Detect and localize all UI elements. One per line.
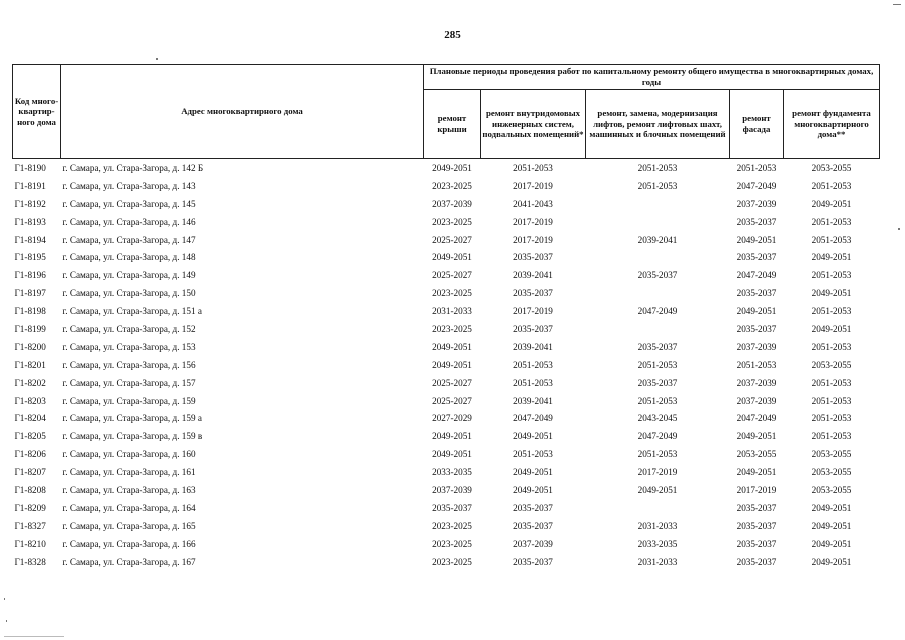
cell-facade: 2051-2053: [736, 359, 777, 370]
cell-foundation: 2051-2053: [811, 234, 852, 245]
cell-lifts: [586, 195, 730, 213]
cell-lifts: [586, 248, 730, 266]
cell-engineering: 2035-2037: [513, 252, 553, 263]
table-row: [13, 427, 880, 445]
cell-address: г. Самара, ул. Стара-Загора, д. 165: [62, 520, 196, 531]
cell-foundation: 2053-2055: [811, 467, 852, 478]
cell-lifts: [586, 320, 730, 338]
cell-roof: 2025-2027: [432, 377, 472, 388]
table-row: [13, 517, 880, 535]
cell-facade: 2035-2037: [736, 538, 777, 549]
table-row: [13, 338, 880, 356]
cell-roof: 2049-2051: [432, 431, 472, 442]
table-header: [13, 65, 880, 159]
table-body: [13, 159, 880, 571]
table-row: [13, 445, 880, 463]
cell-facade: 2035-2037: [736, 252, 777, 263]
cell-foundation: 2051-2053: [811, 216, 852, 227]
cell-roof: 2049-2051: [432, 449, 472, 460]
cell-address: г. Самара, ул. Стара-Загора, д. 161: [62, 467, 196, 478]
cell-foundation: 2049-2051: [811, 288, 852, 299]
table-row: [13, 409, 880, 427]
header-engineering: ремонт внутридомовых инженерных систем, подвальных помещений*: [481, 90, 586, 159]
cell-foundation: 2053-2055: [811, 449, 852, 460]
cell-engineering: 2017-2019: [513, 216, 553, 227]
table-row: [13, 159, 880, 177]
cell-engineering: 2037-2039: [513, 538, 553, 549]
header-facade: ремонт фасада: [730, 90, 784, 159]
cell-code: Г1-8196: [14, 270, 46, 281]
cell-foundation: 2053-2055: [811, 162, 852, 173]
table-row: [13, 374, 880, 392]
cell-facade: 2017-2019: [736, 484, 777, 495]
scan-speck: [156, 58, 158, 60]
cell-roof: 2023-2025: [432, 288, 472, 299]
cell-lifts: 2031-2033: [637, 556, 678, 567]
cell-facade: 2049-2051: [736, 467, 777, 478]
cell-engineering: 2035-2037: [513, 323, 553, 334]
cell-roof: 2023-2025: [432, 216, 472, 227]
cell-facade: 2049-2051: [736, 306, 777, 317]
table-row: [13, 231, 880, 249]
cell-facade: 2053-2055: [736, 449, 777, 460]
cell-code: Г1-8208: [14, 484, 46, 495]
cell-roof: 2025-2027: [432, 234, 472, 245]
cell-address: г. Самара, ул. Стара-Загора, д. 151 а: [62, 306, 202, 317]
cell-engineering: 2041-2043: [513, 198, 553, 209]
cell-foundation: 2051-2053: [811, 306, 852, 317]
cell-engineering: 2039-2041: [513, 395, 553, 406]
header-address: Адрес многоквартирного дома: [61, 65, 424, 159]
cell-facade: 2035-2037: [736, 323, 777, 334]
cell-engineering: 2035-2037: [513, 520, 553, 531]
cell-lifts: 2051-2053: [637, 359, 678, 370]
cell-facade: 2035-2037: [736, 216, 777, 227]
cell-lifts: 2051-2053: [637, 162, 678, 173]
cell-address: г. Самара, ул. Стара-Загора, д. 160: [62, 449, 196, 460]
cell-roof: 2023-2025: [432, 520, 472, 531]
header-roof: ремонт крыши: [424, 90, 481, 159]
cell-facade: 2047-2049: [736, 180, 777, 191]
table-row: [13, 392, 880, 410]
scan-speck: [6, 620, 7, 622]
cell-address: г. Самара, ул. Стара-Загора, д. 163: [62, 484, 196, 495]
cell-facade: 2047-2049: [736, 413, 777, 424]
table-row: [13, 302, 880, 320]
table-row: [13, 320, 880, 338]
table-row: [13, 356, 880, 374]
scan-speck: [4, 636, 64, 637]
table-row: [13, 266, 880, 284]
cell-address: г. Самара, ул. Стара-Загора, д. 152: [62, 323, 196, 334]
cell-code: Г1-8207: [14, 467, 46, 478]
cell-engineering: 2047-2049: [513, 413, 553, 424]
cell-facade: 2037-2039: [736, 395, 777, 406]
cell-code: Г1-8197: [14, 288, 46, 299]
cell-foundation: 2051-2053: [811, 270, 852, 281]
cell-code: Г1-8203: [14, 395, 46, 406]
cell-code: Г1-8193: [14, 216, 46, 227]
header-code: Код много-квартир-ного дома: [13, 65, 61, 159]
header-group-periods: Плановые периоды проведения работ по капитальному ремонту общего имущества в многоквартирных домах, годы: [424, 65, 880, 90]
cell-facade: 2049-2051: [736, 234, 777, 245]
cell-code: Г1-8327: [14, 520, 46, 531]
cell-roof: 2033-2035: [432, 467, 472, 478]
cell-foundation: 2051-2053: [811, 395, 852, 406]
scan-speck: [4, 598, 5, 600]
cell-foundation: 2051-2053: [811, 377, 852, 388]
cell-foundation: 2049-2051: [811, 520, 852, 531]
cell-engineering: 2049-2051: [513, 484, 553, 495]
cell-engineering: 2039-2041: [513, 341, 553, 352]
cell-foundation: 2049-2051: [811, 252, 852, 263]
table-row: [13, 284, 880, 302]
cell-code: Г1-8200: [14, 341, 46, 352]
cell-code: Г1-8201: [14, 359, 46, 370]
cell-address: г. Самара, ул. Стара-Загора, д. 157: [62, 377, 196, 388]
cell-code: Г1-8204: [14, 413, 46, 424]
table-row: [13, 481, 880, 499]
cell-engineering: 2035-2037: [513, 556, 553, 567]
cell-lifts: [586, 284, 730, 302]
table-row: [13, 553, 880, 571]
cell-code: Г1-8209: [14, 502, 46, 513]
repair-schedule-table: [12, 64, 880, 570]
cell-foundation: 2049-2051: [811, 538, 852, 549]
cell-address: г. Самара, ул. Стара-Загора, д. 167: [62, 556, 196, 567]
cell-engineering: 2051-2053: [513, 377, 553, 388]
cell-lifts: 2039-2041: [637, 234, 678, 245]
cell-engineering: 2051-2053: [513, 162, 553, 173]
cell-address: г. Самара, ул. Стара-Загора, д. 159 в: [62, 431, 203, 442]
cell-roof: 2023-2025: [432, 538, 472, 549]
cell-address: г. Самара, ул. Стара-Загора, д. 159: [62, 395, 196, 406]
cell-engineering: 2035-2037: [513, 502, 553, 513]
cell-code: Г1-8206: [14, 449, 46, 460]
cell-facade: 2035-2037: [736, 520, 777, 531]
cell-roof: 2023-2025: [432, 323, 472, 334]
cell-facade: 2035-2037: [736, 288, 777, 299]
cell-engineering: 2017-2019: [513, 180, 553, 191]
table-row: [13, 195, 880, 213]
header-lifts: ремонт, замена, модернизация лифтов, ремонт лифтовых шахт, машинных и блочных помещений: [586, 90, 730, 159]
cell-lifts: 2035-2037: [637, 270, 678, 281]
cell-roof: 2023-2025: [432, 556, 472, 567]
cell-foundation: 2053-2055: [811, 359, 852, 370]
cell-address: г. Самара, ул. Стара-Загора, д. 146: [62, 216, 196, 227]
cell-foundation: 2051-2053: [811, 180, 852, 191]
cell-lifts: 2047-2049: [637, 431, 678, 442]
cell-address: г. Самара, ул. Стара-Загора, д. 147: [62, 234, 196, 245]
cell-foundation: 2051-2053: [811, 341, 852, 352]
cell-roof: 2049-2051: [432, 252, 472, 263]
cell-roof: 2049-2051: [432, 162, 472, 173]
cell-roof: 2037-2039: [432, 198, 472, 209]
cell-address: г. Самара, ул. Стара-Загора, д. 156: [62, 359, 196, 370]
cell-engineering: 2049-2051: [513, 431, 553, 442]
cell-foundation: 2049-2051: [811, 198, 852, 209]
cell-code: Г1-8205: [14, 431, 46, 442]
scan-speck: [893, 4, 901, 5]
cell-foundation: 2053-2055: [811, 484, 852, 495]
cell-code: Г1-8190: [14, 162, 46, 173]
cell-lifts: 2035-2037: [637, 377, 678, 388]
cell-address: г. Самара, ул. Стара-Загора, д. 150: [62, 288, 196, 299]
cell-lifts: [586, 213, 730, 231]
cell-lifts: 2051-2053: [637, 395, 678, 406]
cell-facade: 2037-2039: [736, 198, 777, 209]
cell-roof: 2049-2051: [432, 359, 472, 370]
cell-lifts: 2035-2037: [637, 341, 678, 352]
table-row: [13, 177, 880, 195]
cell-roof: 2025-2027: [432, 395, 472, 406]
table-row: [13, 213, 880, 231]
cell-code: Г1-8198: [14, 306, 46, 317]
table-row: [13, 499, 880, 517]
cell-facade: 2047-2049: [736, 270, 777, 281]
cell-lifts: 2031-2033: [637, 520, 678, 531]
cell-engineering: 2017-2019: [513, 306, 553, 317]
cell-code: Г1-8328: [14, 556, 46, 567]
cell-address: г. Самара, ул. Стара-Загора, д. 166: [62, 538, 196, 549]
cell-code: Г1-8202: [14, 377, 46, 388]
table-row: [13, 248, 880, 266]
cell-facade: 2035-2037: [736, 502, 777, 513]
header-foundation: ремонт фундамента многоквартирного дома**: [784, 90, 880, 159]
cell-engineering: 2051-2053: [513, 449, 553, 460]
cell-address: г. Самара, ул. Стара-Загора, д. 145: [62, 198, 196, 209]
cell-lifts: 2047-2049: [637, 306, 678, 317]
cell-foundation: 2051-2053: [811, 431, 852, 442]
cell-roof: 2023-2025: [432, 180, 472, 191]
cell-lifts: 2017-2019: [637, 467, 678, 478]
cell-facade: 2037-2039: [736, 377, 777, 388]
cell-engineering: 2017-2019: [513, 234, 553, 245]
cell-engineering: 2035-2037: [513, 288, 553, 299]
cell-code: Г1-8192: [14, 198, 46, 209]
cell-roof: 2025-2027: [432, 270, 472, 281]
cell-roof: 2031-2033: [432, 306, 472, 317]
cell-roof: 2035-2037: [432, 502, 472, 513]
cell-address: г. Самара, ул. Стара-Загора, д. 149: [62, 270, 196, 281]
table-row: [13, 463, 880, 481]
cell-roof: 2037-2039: [432, 484, 472, 495]
cell-code: Г1-8210: [14, 538, 46, 549]
cell-lifts: 2033-2035: [637, 538, 678, 549]
cell-foundation: 2049-2051: [811, 502, 852, 513]
cell-address: г. Самара, ул. Стара-Загора, д. 164: [62, 502, 196, 513]
page-number: 285: [444, 29, 461, 41]
cell-address: г. Самара, ул. Стара-Загора, д. 142 Б: [62, 162, 204, 173]
cell-code: Г1-8194: [14, 234, 46, 245]
cell-roof: 2049-2051: [432, 341, 472, 352]
cell-engineering: 2051-2053: [513, 359, 553, 370]
scan-speck: [898, 228, 900, 230]
cell-roof: 2027-2029: [432, 413, 472, 424]
cell-address: г. Самара, ул. Стара-Загора, д. 159 а: [62, 413, 202, 424]
cell-address: г. Самара, ул. Стара-Загора, д. 153: [62, 341, 196, 352]
cell-code: Г1-8195: [14, 252, 46, 263]
cell-foundation: 2049-2051: [811, 556, 852, 567]
cell-address: г. Самара, ул. Стара-Загора, д. 143: [62, 180, 196, 191]
cell-lifts: 2043-2045: [637, 413, 678, 424]
cell-facade: 2037-2039: [736, 341, 777, 352]
cell-lifts: 2051-2053: [637, 180, 678, 191]
cell-address: г. Самара, ул. Стара-Загора, д. 148: [62, 252, 196, 263]
cell-facade: 2035-2037: [736, 556, 777, 567]
cell-lifts: 2051-2053: [637, 449, 678, 460]
cell-lifts: 2049-2051: [637, 484, 678, 495]
cell-code: Г1-8199: [14, 323, 46, 334]
table-row: [13, 535, 880, 553]
cell-foundation: 2051-2053: [811, 413, 852, 424]
cell-engineering: 2039-2041: [513, 270, 553, 281]
cell-foundation: 2049-2051: [811, 323, 852, 334]
cell-lifts: [586, 499, 730, 517]
cell-engineering: 2049-2051: [513, 467, 553, 478]
cell-facade: 2049-2051: [736, 431, 777, 442]
cell-code: Г1-8191: [14, 180, 46, 191]
cell-facade: 2051-2053: [736, 162, 777, 173]
